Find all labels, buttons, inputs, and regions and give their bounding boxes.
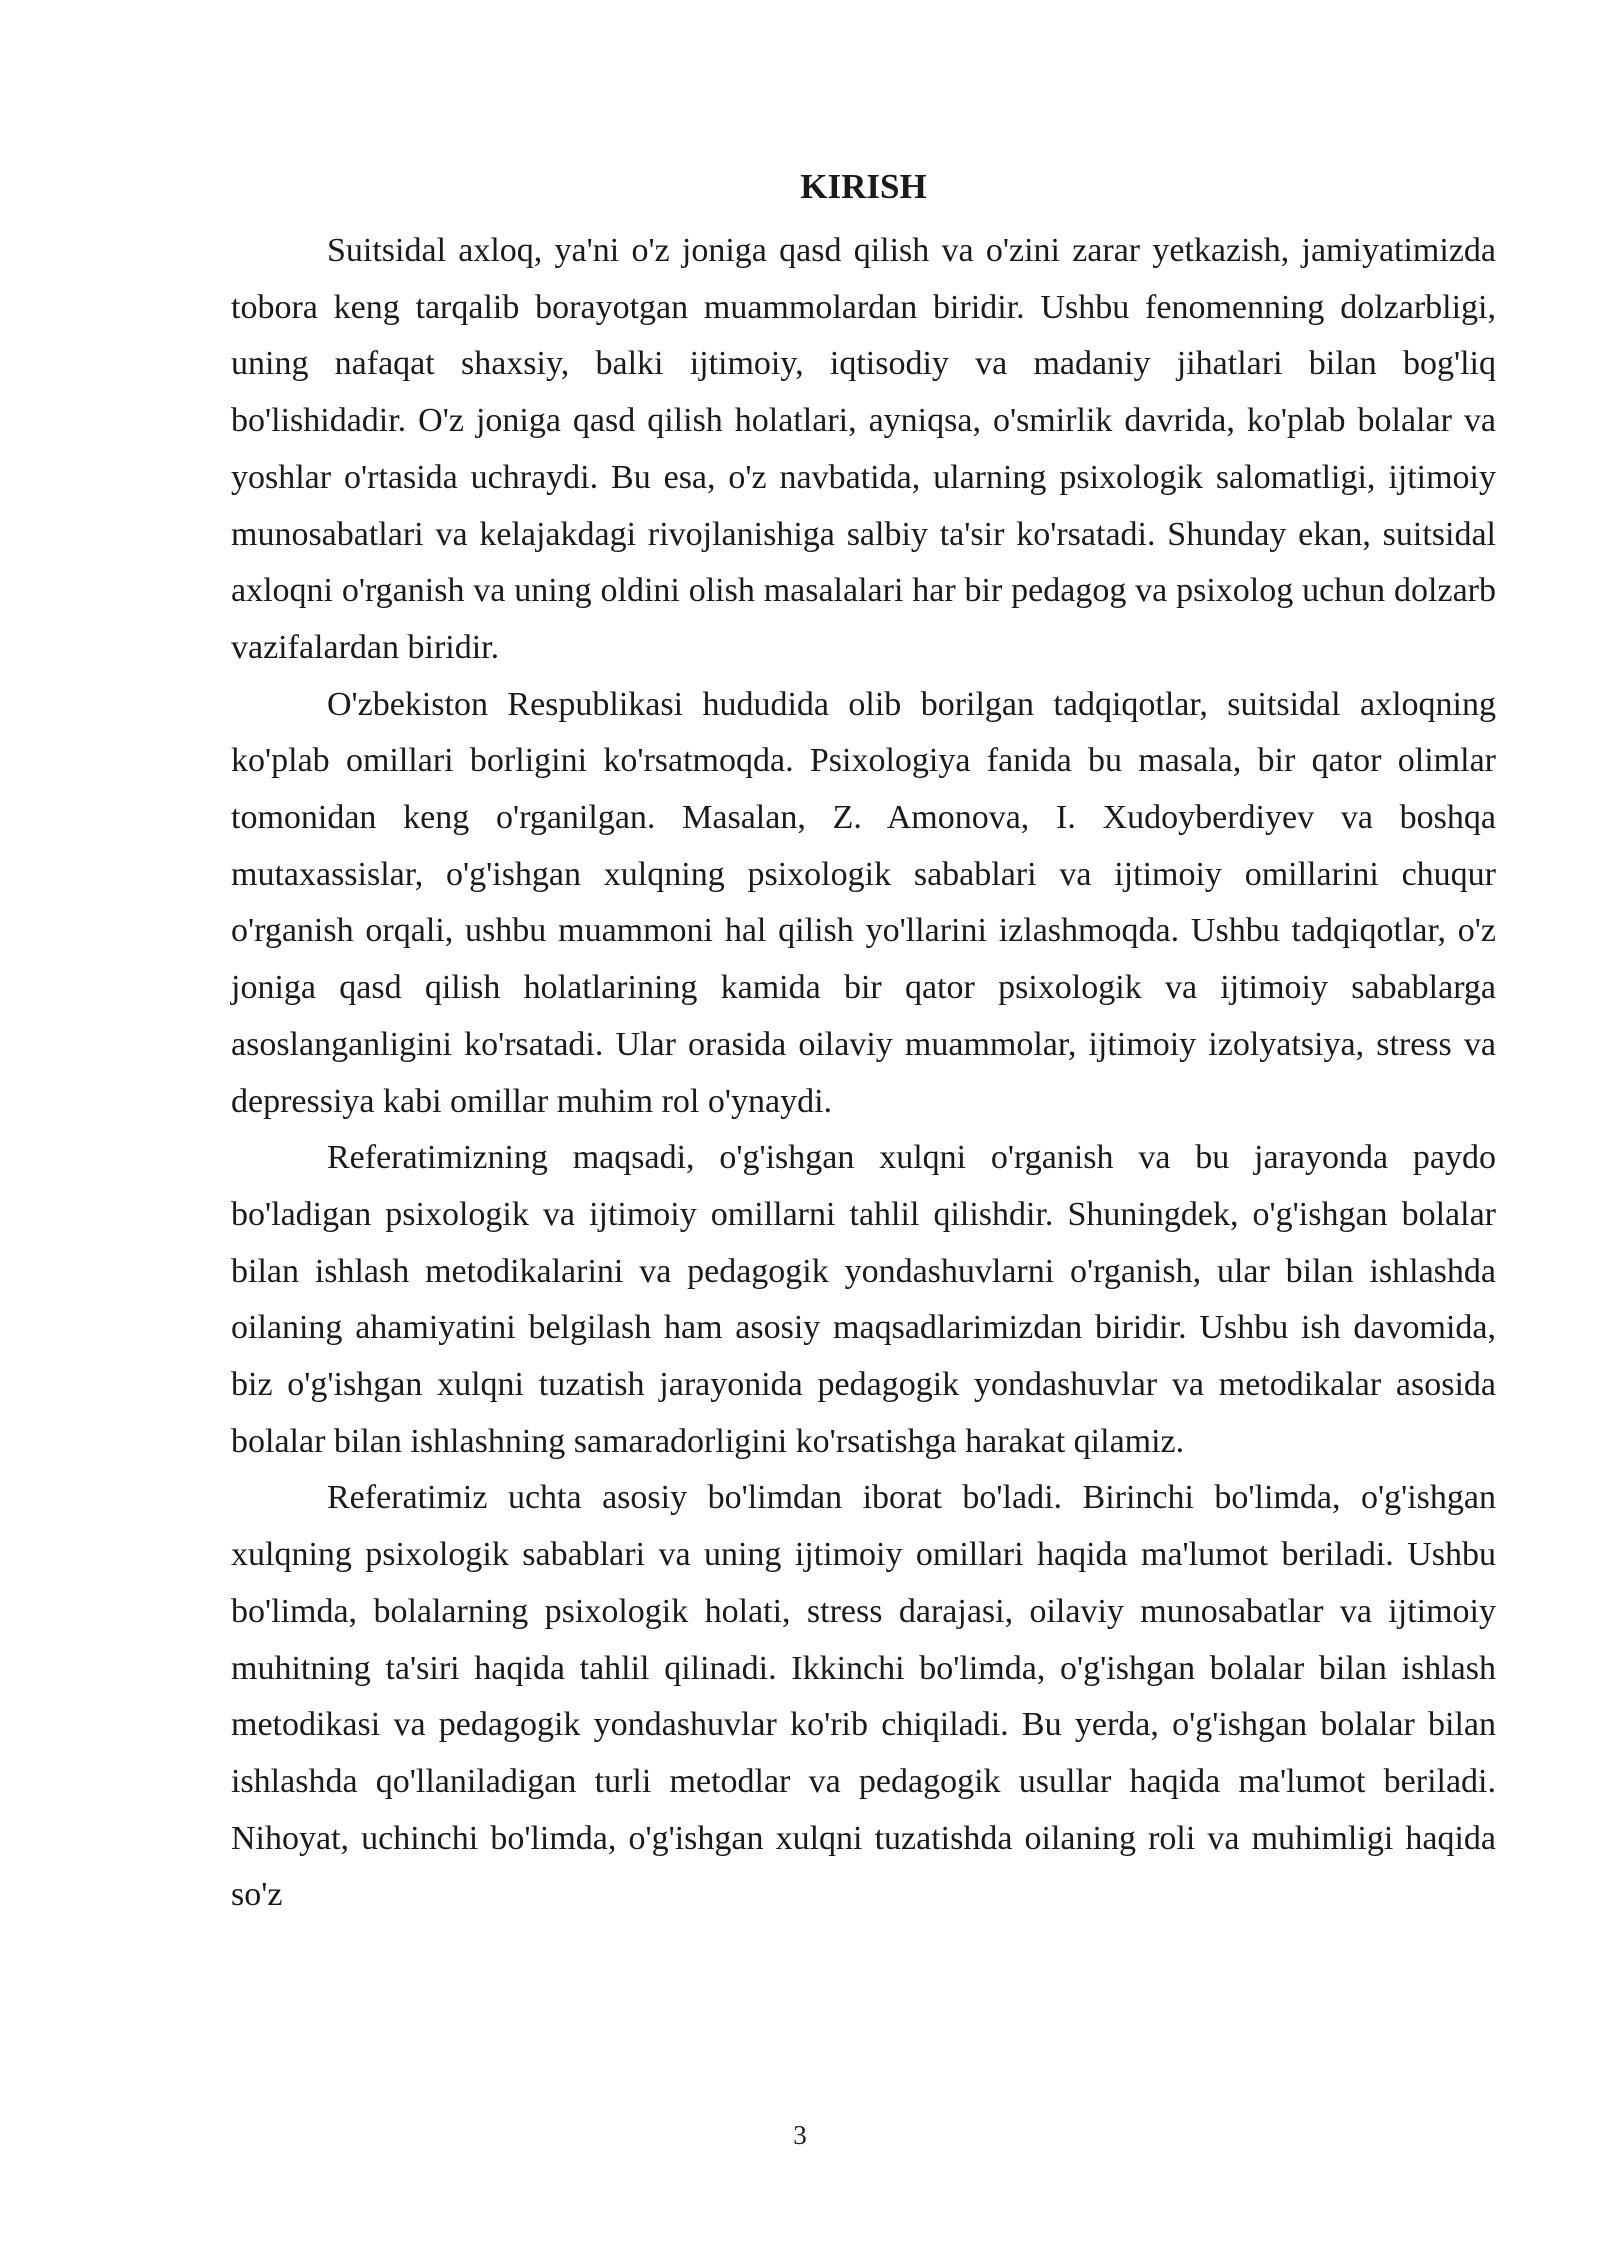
page-number: 3 [793, 2120, 807, 2150]
paragraph-2: O'zbekiston Respublikasi hududida olib borilgan tadqiqotlar, suitsidal axloqning ko'plab omillari borligini ko'rsatmoqda. Psixologiya fanida bu masala, bir qator olimlar tomonidan keng o'rganilgan. Masalan, Z. Amonova, I. Xudoyberdiyev va boshqa mutaxassislar, o'g'ishgan xulqning psixologik sabablari va ijtimoiy omillarini chuqur o'rganish orqali, ushbu muammoni hal qilish yo'llarini izlashmoqda. Ushbu tadqiqotlar, o'z joniga qasd qilish holatlarining kamida bir qator psixologik va ijtimoiy sabablarga asoslanganligini ko'rsatadi. Ular orasida oilaviy muammolar, ijtimoiy izolyatsiya, stress va depressiya kabi omillar muhim rol o'ynaydi. [231, 685, 1496, 1120]
paragraph-3: Referatimizning maqsadi, o'g'ishgan xulqni o'rganish va bu jarayonda paydo bo'ladigan psixologik va ijtimoiy omillarni tahlil qilishdir. Shuningdek, o'g'ishgan bolalar bilan ishlash metodikalarini va pedagogik yondashuvlarni o'rganish, ular bilan ishlashda oilaning ahamiyatini belgilash ham asosiy maqsadlarimizdan biridir. Ushbu ish davomida, biz o'g'ishgan xulqni tuzatish jarayonida pedagogik yondashuvlar va metodikalar asosida bolalar bilan ishlashning samaradorligini ko'rsatishga harakat qilamiz. [231, 1139, 1496, 1460]
page-body [231, 165, 1496, 1924]
paragraph-4: Referatimiz uchta asosiy bo'limdan iborat bo'ladi. Birinchi bo'limda, o'g'ishgan xulqning psixologik sabablari va uning ijtimoiy omillari haqida ma'lumot beriladi. Ushbu bo'limda, bolalarning psixologik holati, stress darajasi, oilaviy munosabatlar va ijtimoiy muhitning ta'siri haqida tahlil qilinadi. Ikkinchi bo'limda, o'g'ishgan bolalar bilan ishlash metodikasi va pedagogik yondashuvlar ko'rib chiqiladi. Bu yerda, o'g'ishgan bolalar bilan ishlashda qo'llaniladigan turli metodlar va pedagogik usullar haqida ma'lumot beriladi. Nihoyat, uchinchi bo'limda, o'g'ishgan xulqni tuzatishda oilaning roli va muhimligi haqida so'z [231, 1479, 1496, 1914]
paragraph-1: Suitsidal axloq, ya'ni o'z joniga qasd qilish va o'zini zarar yetkazish, jamiyatimizda tobora keng tarqalib borayotgan muammolardan biridir. Ushbu fenomenning dolzarbligi, uning nafaqat shaxsiy, balki ijtimoiy, iqtisodiy va madaniy jihatlari bilan bog'liq bo'lishidadir. O'z joniga qasd qilish holatlari, ayniqsa, o'smirlik davrida, ko'plab bolalar va yoshlar o'rtasida uchraydi. Bu esa, o'z navbatida, ularning psixologik salomatligi, ijtimoiy munosabatlari va kelajakdagi rivojlanishiga salbiy ta'sir ko'rsatadi. Shunday ekan, suitsidal axloqni o'rganish va uning oldini olish masalalari har bir pedagog va psixolog uchun dolzarb vazifalardan biridir. [231, 232, 1496, 666]
page-title: KIRISH [800, 167, 927, 206]
